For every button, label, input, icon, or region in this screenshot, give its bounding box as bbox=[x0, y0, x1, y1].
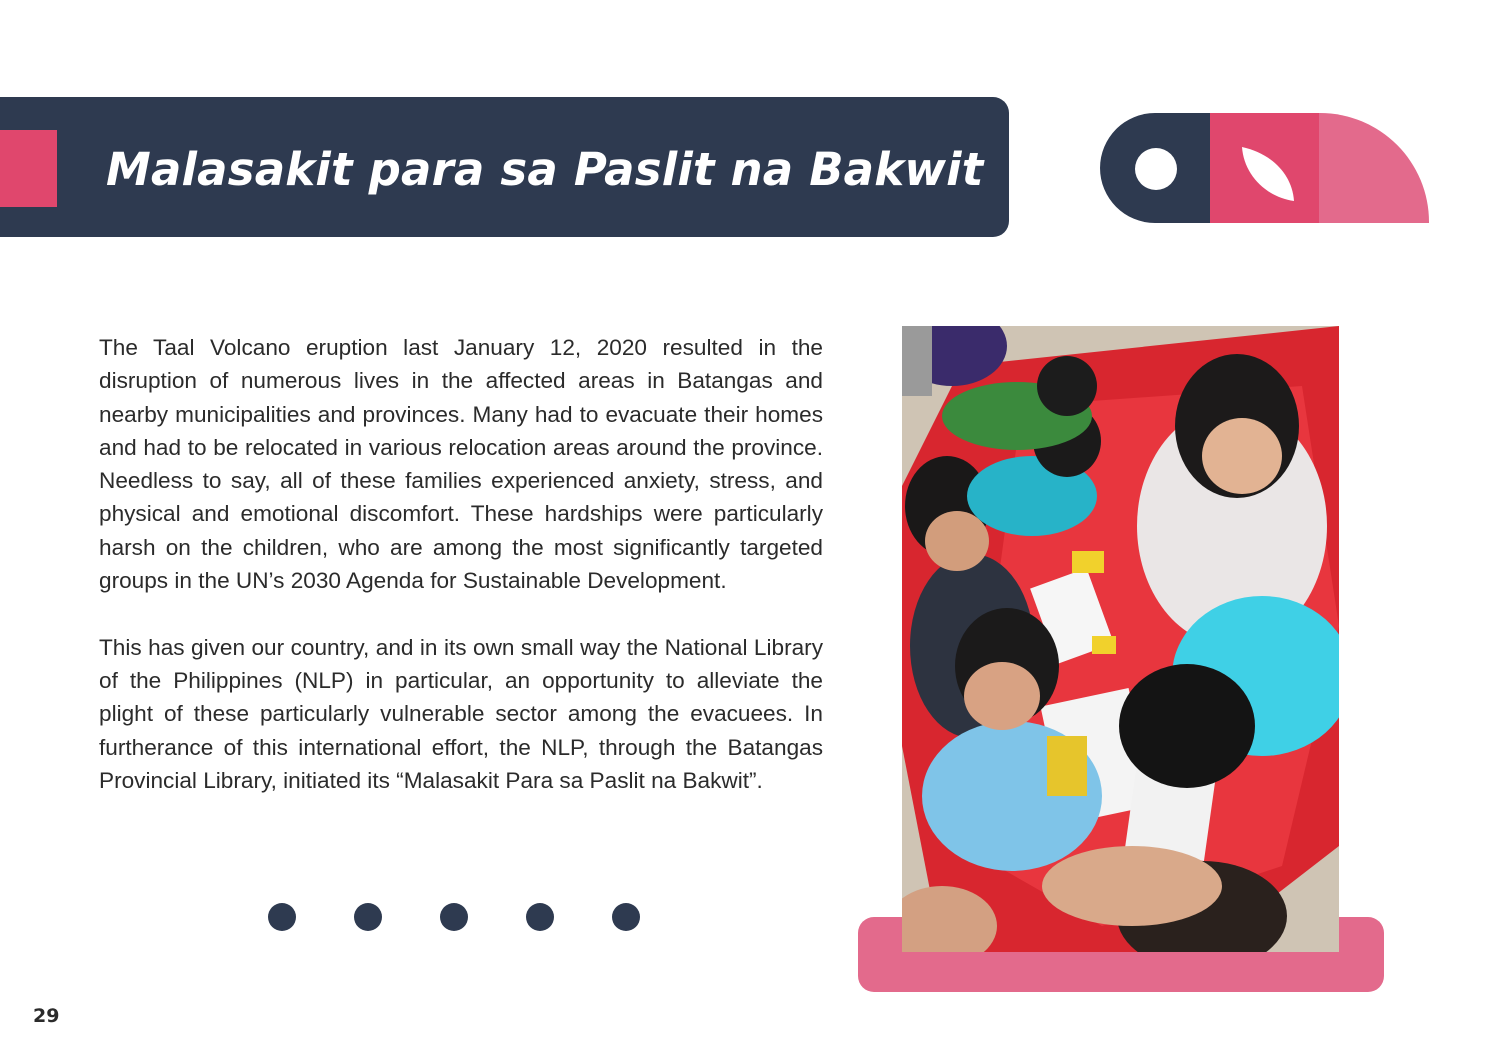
photo-children-coloring bbox=[902, 326, 1339, 952]
dot-icon bbox=[354, 903, 382, 931]
circle-icon bbox=[1135, 148, 1177, 190]
shapes-decoration-icon bbox=[1100, 113, 1430, 223]
title-accent-block bbox=[0, 130, 57, 207]
page-title: Malasakit para sa Paslit na Bakwit bbox=[106, 143, 984, 196]
dot-icon bbox=[440, 903, 468, 931]
page-number: 29 bbox=[33, 1005, 60, 1027]
dot-icon bbox=[268, 903, 296, 931]
paragraph-2: This has given our country, and in its own small way the National Library of the Philippines (NLP) in particular, an opportunity to alleviate the plight of these particularly vulnerable sector among the evacuees. In furtherance of this international effort, the NLP, through the Batangas Provincial Library, initiated its “Malasakit Para sa Paslit na Bakwit”. bbox=[99, 634, 823, 793]
body-text bbox=[99, 331, 823, 797]
dot-icon bbox=[526, 903, 554, 931]
paragraph-1: The Taal Volcano eruption last January 12, 2020 resulted in the disruption of numerous lives in the affected areas in Batangas and nearby municipalities and provinces. Many had to evacuate their homes and had to be relocated in various relocation areas around the province. Needless to say, all of these families experienced anxiety, stress, and physical and emotional discomfort. These hardships were particularly harsh on the children, who are among the most significantly targeted groups in the UN’s 2030 Agenda for Sustainable Development. bbox=[99, 335, 823, 594]
dot-icon bbox=[612, 903, 640, 931]
decorative-dots bbox=[268, 903, 640, 931]
